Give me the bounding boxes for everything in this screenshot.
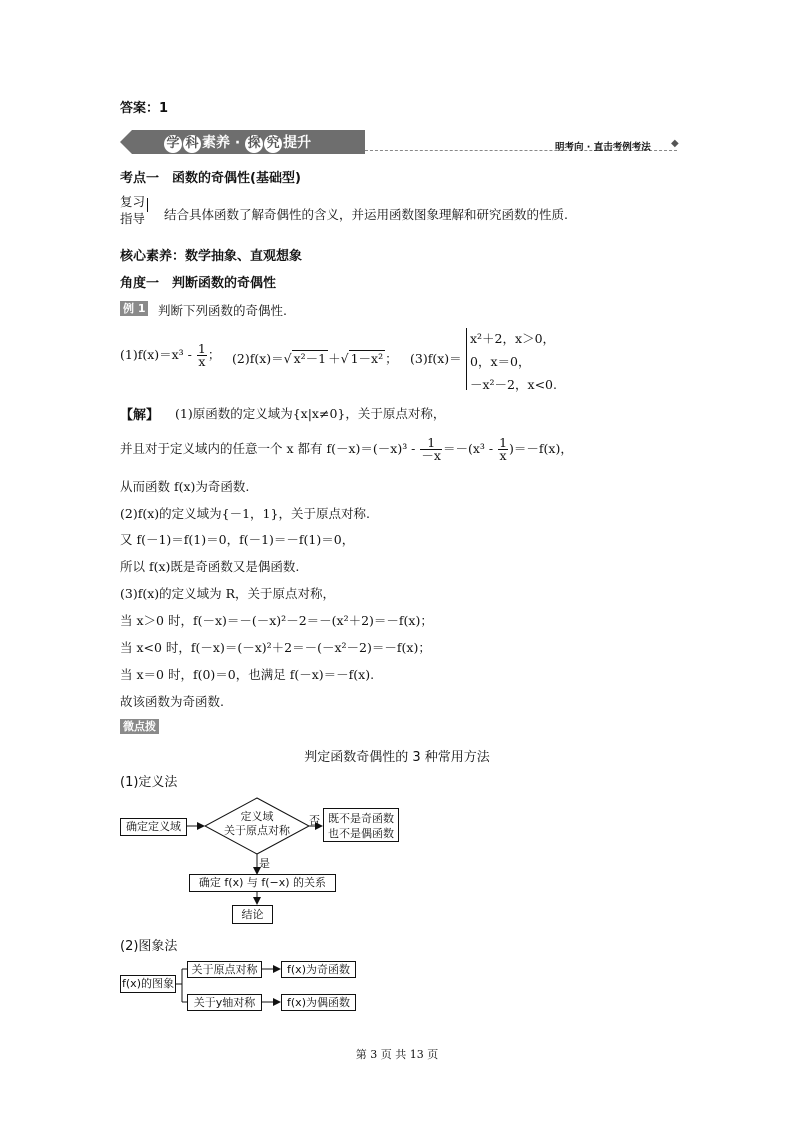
solution-line-8: 当 x＞0 时，f(－x)＝－(－x)²－2＝－(x²＋2)＝－f(x)；	[120, 613, 433, 628]
solution-line-4: (2)f(x)的定义域为{－1，1}，关于原点对称.	[120, 506, 370, 521]
odd-function-box: f(x)为奇函数	[281, 961, 356, 978]
solution-line-2: 并且对于定义域内的任意一个 x 都有 f(－x)＝(－x)³ - $\frac{1}{-x}$ ＝－(x³ - $\frac{1}{x}$ )＝－f(x)，	[120, 435, 573, 463]
yes-label: 是	[259, 857, 270, 870]
conclusion-box: 结论	[232, 905, 273, 924]
page-footer: 第 3 页 共 13 页	[355, 1048, 439, 1061]
literacy-text: 核心素养：数学抽象、直观想象	[120, 249, 303, 264]
tip-tag: 微点拨	[120, 719, 159, 734]
solution-line-6: 所以 f(x)既是奇函数又是偶函数.	[120, 559, 300, 574]
topic-heading: 考点一 函数的奇偶性(基础型)	[120, 171, 301, 186]
guide-text: 结合具体函数了解奇偶性的含义，并运用函数图象理解和研究函数的性质.	[164, 207, 568, 222]
start-box: 确定定义域	[120, 818, 187, 836]
question-2: (2)f(x)＝√ x²－1 ＋√ 1－x² ；	[232, 351, 398, 366]
answer-text: 答案：1	[120, 101, 169, 116]
piece-2: 0，x＝0，	[470, 354, 531, 369]
solution-line-7: (3)f(x)的定义域为 R，关于原点对称，	[120, 586, 336, 601]
graph-box: f(x)的图象	[120, 975, 176, 993]
example-tag: 例 1	[120, 301, 148, 316]
angle-heading: 角度一 判断函数的奇偶性	[120, 276, 277, 291]
solution-line-11: 故该函数为奇函数.	[120, 694, 224, 709]
tip-title: 判定函数奇偶性的 3 种常用方法	[304, 750, 490, 765]
solution-line-10: 当 x＝0 时，f(0)＝0，也满足 f(－x)＝－f(x).	[120, 667, 375, 682]
solution-line-9: 当 x<0 时，f(－x)＝(－x)²＋2＝－(－x²－2)＝－f(x)；	[120, 640, 431, 655]
solution-line-5: 又 f(－1)＝f(1)＝0，f(－1)＝－f(1)＝0，	[120, 532, 355, 547]
solution-line-3: 从而函数 f(x)为奇函数.	[120, 479, 250, 494]
method-2-label: (2)图象法	[120, 939, 178, 954]
relation-box: 确定 f(x) 与 f(−x) 的关系	[189, 874, 336, 892]
solution-label: 【解】	[120, 408, 160, 423]
diamond-icon: ◆	[671, 138, 679, 149]
guide-label: 复习 指导	[120, 194, 146, 226]
method-1-label: (1)定义法	[120, 775, 178, 790]
piece-3: －x²－2，x<0.	[470, 377, 557, 392]
example-text: 判断下列函数的奇偶性.	[158, 303, 287, 318]
decision-text: 定义域 关于原点对称	[224, 810, 290, 837]
question-1: (1)f(x)＝x³ - $\frac{1}{x}$ ；	[120, 341, 221, 369]
piece-1: x²＋2，x＞0，	[470, 331, 556, 346]
banner-right-text: 明考向 · 直击考例考法	[555, 142, 651, 153]
no-label: 否	[309, 814, 320, 827]
banner-title: 学 科 素养 · 探 究 提升	[164, 132, 311, 153]
question-3-label: (3)f(x)＝	[410, 351, 462, 366]
neither-box: 既不是奇函数 也不是偶函数	[323, 808, 399, 842]
solution-line-1: (1)原函数的定义域为{x|x≠0}，关于原点对称，	[175, 406, 446, 421]
origin-symmetric-box: 关于原点对称	[187, 961, 262, 978]
even-function-box: f(x)为偶函数	[281, 994, 356, 1011]
y-axis-symmetric-box: 关于y轴对称	[187, 994, 262, 1011]
